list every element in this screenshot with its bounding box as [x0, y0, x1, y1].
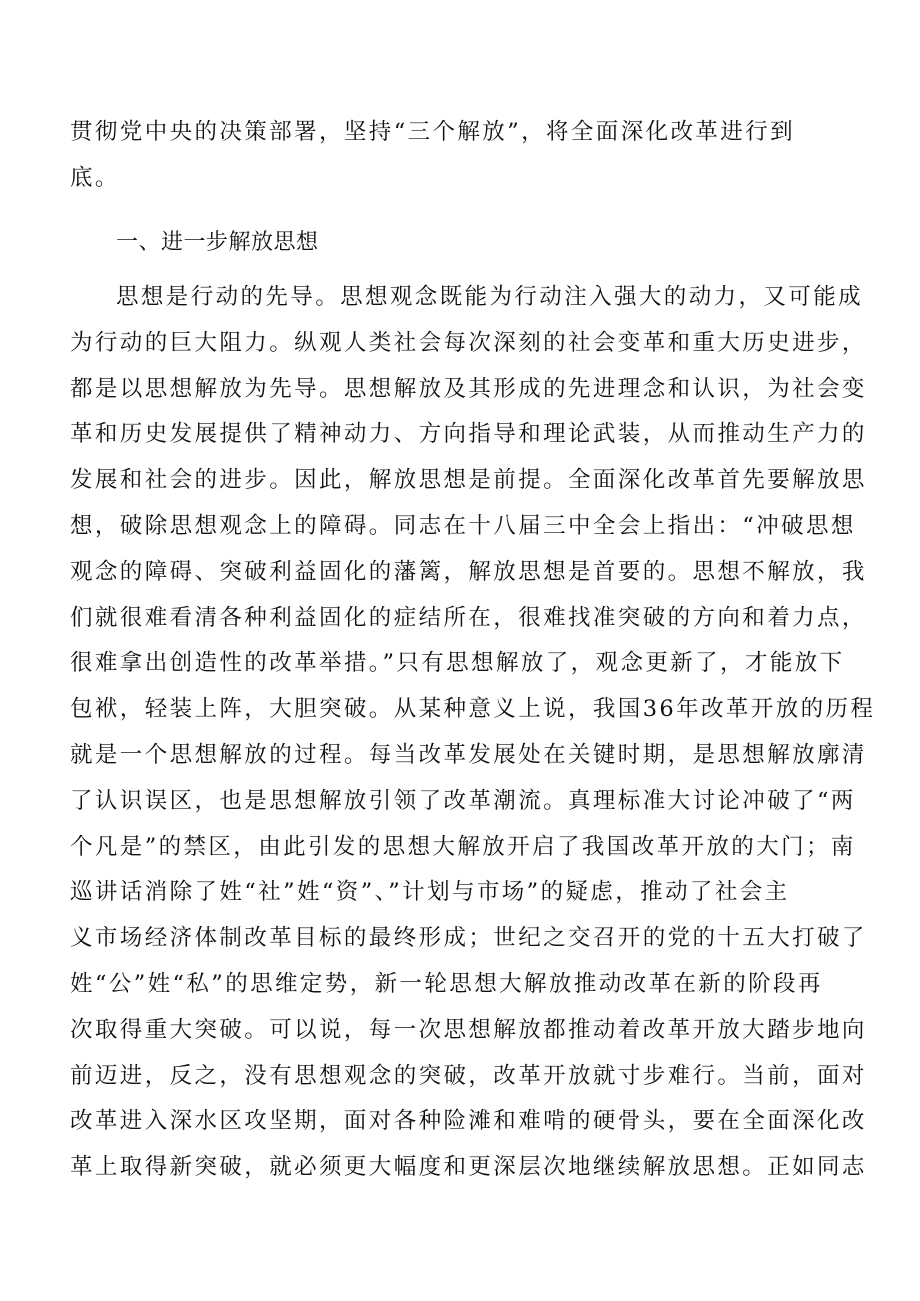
paragraph-line: 包袱，轻装上阵，大胆突破。从某种意义上说，我国36年改革开放的历程 — [70, 696, 876, 722]
paragraph-line: 革和历史发展提供了精神动力、方向指导和理论武装，从而推动生产力的 — [70, 421, 867, 447]
paragraph-line: 都是以思想解放为先导。思想解放及其形成的先进理念和认识，为社会变 — [70, 376, 867, 402]
paragraph-line: 革上取得新突破，就必须更大幅度和更深层次地继续解放思想。正如同志 — [70, 1154, 867, 1180]
paragraph-line: 观念的障碍、突破利益固化的藩篱，解放思想是首要的。思想不解放，我 — [70, 559, 867, 585]
paragraph-line: 个凡是”的禁区，由此引发的思想大解放开启了我国改革开放的大门；南 — [70, 834, 856, 860]
paragraph-line: 了认识误区，也是思想解放引领了改革潮流。真理标准大讨论冲破了“两 — [70, 788, 856, 814]
intro-line: 底。 — [70, 165, 120, 191]
paragraph-line: 为行动的巨大阻力。纵观人类社会每次深刻的社会变革和重大历史进步， — [70, 330, 867, 356]
paragraph-line: 想，破除思想观念上的障碍。同志在十八届三中全会上指出：“冲破思想 — [70, 513, 856, 539]
paragraph-line: 们就很难看清各种利益固化的症结所在，很难找准突破的方向和着力点， — [70, 605, 867, 631]
paragraph-line: 次取得重大突破。可以说，每一次思想解放都推动着改革开放大踏步地向 — [70, 1017, 867, 1043]
paragraph-line: 义市场经济体制改革目标的最终形成；世纪之交召开的党的十五大打破了 — [70, 925, 867, 951]
paragraph-line: 改革进入深水区攻坚期，面对各种险滩和难啃的硬骨头，要在全面深化改 — [70, 1108, 867, 1134]
section-heading: 一、进一步解放思想 — [116, 230, 319, 255]
paragraph-line: 巡讲话消除了姓“社”姓“资”、”计划与市场”的疑虑，推动了社会主 — [70, 879, 790, 905]
intro-line: 贯彻党中央的决策部署，坚持“三个解放”，将全面深化改革进行到 — [70, 119, 796, 145]
paragraph-line: 前迈进，反之，没有思想观念的突破，改革开放就寸步难行。当前，面对 — [70, 1063, 867, 1089]
paragraph-line: 思想是行动的先导。思想观念既能为行动注入强大的动力，又可能成 — [116, 284, 864, 310]
paragraph-line: 发展和社会的进步。因此，解放思想是前提。全面深化改革首先要解放思 — [70, 467, 867, 493]
paragraph-line: 就是一个思想解放的过程。每当改革发展处在关键时期，是思想解放廓清 — [70, 742, 867, 768]
paragraph-line: 很难拿出创造性的改革举措。”只有思想解放了，观念更新了，才能放下 — [70, 650, 845, 676]
paragraph-line: 姓“公”姓“私”的思维定势，新一轮思想大解放推动改革在新的阶段再 — [70, 971, 823, 997]
